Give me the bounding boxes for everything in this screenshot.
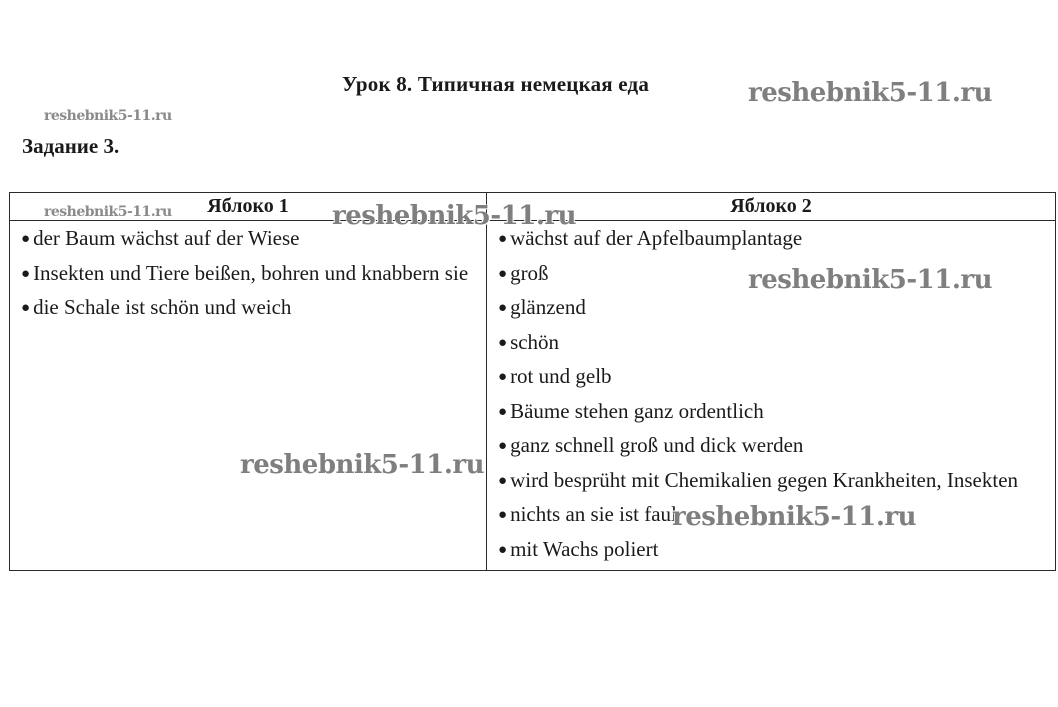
list-item: ● nichts an sie ist faul [498, 502, 677, 526]
watermark: reshebnik5-11.ru [240, 450, 485, 480]
list-item: ● Bäume stehen ganz ordentlich [498, 398, 764, 423]
watermark: reshebnik5-11.ru [44, 108, 172, 124]
bullet-icon: ● [498, 231, 508, 247]
watermark: reshebnik5-11.ru [44, 204, 172, 220]
bullet-icon: ● [498, 403, 508, 420]
list-item: ● Insekten und Tiere beißen, bohren und knabbern sie [21, 260, 469, 285]
watermark: reshebnik5-11.ru [672, 502, 917, 532]
list-item: ● rot und gelb [498, 364, 612, 388]
bullet-icon: ● [21, 231, 31, 247]
list-item: ● wächst auf der Apfelbaumplantage [498, 226, 803, 250]
apple-1-list [21, 223, 480, 327]
list-item: ● schön [498, 329, 560, 354]
bullet-icon: ● [498, 369, 508, 385]
watermark: reshebnik5-11.ru [748, 265, 993, 295]
list-item: ● der Baum wächst auf der Wiese [21, 226, 300, 250]
bullet-icon: ● [498, 507, 508, 523]
list-item: ● ganz schnell groß und dick werden [498, 433, 804, 457]
bullet-icon: ● [21, 265, 31, 282]
bullet-icon: ● [21, 300, 31, 316]
bullet-icon: ● [498, 472, 508, 489]
watermark: reshebnik5-11.ru [748, 78, 993, 108]
column-header-apple-2: Яблоко 2 [487, 193, 1056, 221]
list-item: ● glänzend [498, 295, 586, 319]
apple-1-cell [10, 221, 487, 571]
bullet-icon: ● [498, 334, 508, 351]
list-item: ● die Schale ist schön und weich [21, 295, 292, 319]
bullet-icon: ● [498, 265, 508, 282]
column-header-apple-1: Яблоко 1 [10, 193, 487, 221]
bullet-icon: ● [498, 300, 508, 316]
list-item: ● wird besprüht mit Chemikalien gegen Krankheiten, Insekten [498, 467, 1019, 492]
task-heading: Задание 3. [22, 134, 120, 158]
list-item: ● mit Wachs poliert [498, 536, 659, 561]
bullet-icon: ● [498, 438, 508, 454]
page-title: Урок 8. Типичная немецкая еда [342, 72, 650, 96]
list-item: ● groß [498, 260, 549, 285]
bullet-icon: ● [498, 541, 508, 558]
watermark: reshebnik5-11.ru [332, 201, 577, 231]
